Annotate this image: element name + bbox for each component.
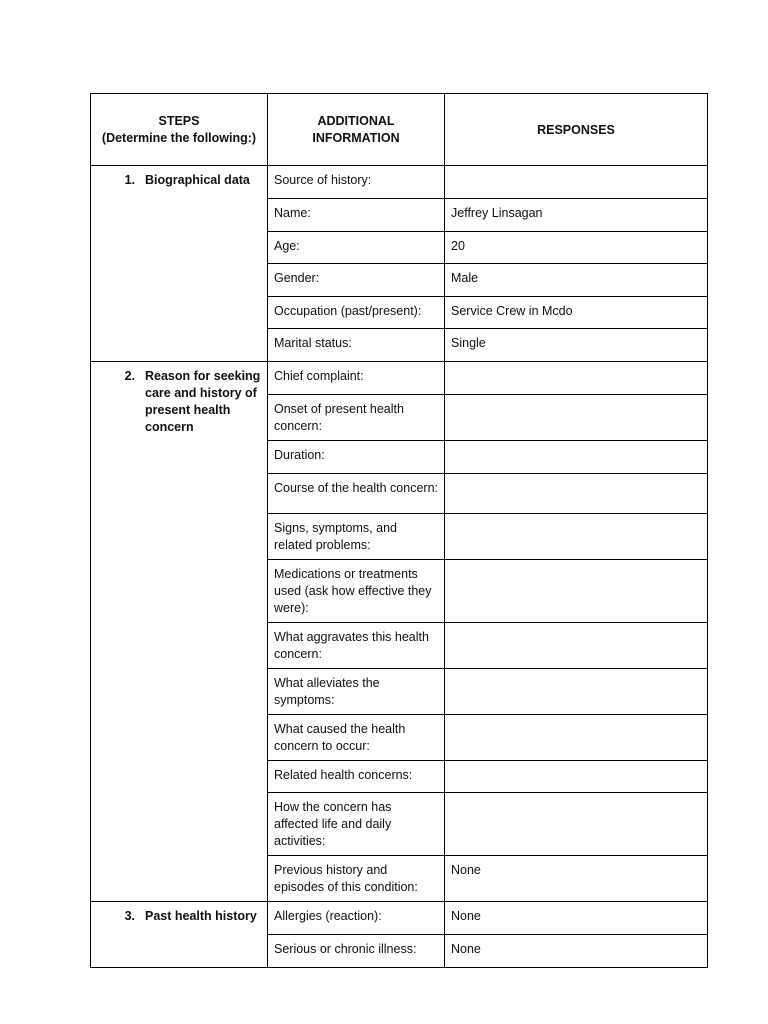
info-cell: Medications or treatments used (ask how effective they were): xyxy=(268,560,445,623)
info-cell: Signs, symptoms, and related problems: xyxy=(268,514,445,560)
response-cell[interactable]: Single xyxy=(445,329,708,362)
step-label: Biographical data xyxy=(145,173,250,187)
step-label: Past health history xyxy=(145,909,257,923)
response-cell[interactable]: Service Crew in Mcdo xyxy=(445,297,708,329)
step-past-health-history xyxy=(91,902,268,968)
health-history-form-table xyxy=(90,93,708,968)
step-number: 2. xyxy=(124,369,135,383)
response-cell[interactable]: Male xyxy=(445,264,708,297)
step-number: 1. xyxy=(124,173,135,187)
header-row xyxy=(91,94,708,166)
info-cell: Age: xyxy=(268,232,445,264)
info-cell: Onset of present health concern: xyxy=(268,395,445,441)
response-cell[interactable] xyxy=(445,166,708,199)
table-row xyxy=(91,166,708,199)
response-cell[interactable]: None xyxy=(445,856,708,902)
info-cell: Related health concerns: xyxy=(268,761,445,793)
info-cell: What alleviates the symptoms: xyxy=(268,669,445,715)
response-cell[interactable] xyxy=(445,623,708,669)
responses-header: RESPONSES xyxy=(445,94,708,166)
info-cell: What aggravates this health concern: xyxy=(268,623,445,669)
info-cell: Chief complaint: xyxy=(268,362,445,395)
step-biographical-data xyxy=(91,166,268,362)
info-cell: How the concern has affected life and daily activities: xyxy=(268,793,445,856)
response-cell[interactable]: None xyxy=(445,935,708,968)
step-reason-for-seeking-care xyxy=(91,362,268,902)
response-cell[interactable] xyxy=(445,514,708,560)
info-cell: Occupation (past/present): xyxy=(268,297,445,329)
response-cell[interactable] xyxy=(445,761,708,793)
response-cell[interactable] xyxy=(445,441,708,474)
info-cell: Gender: xyxy=(268,264,445,297)
response-cell[interactable]: None xyxy=(445,902,708,935)
info-cell: Source of history: xyxy=(268,166,445,199)
step-label: Reason for seeking care and history of present health concern xyxy=(145,369,261,434)
response-cell[interactable] xyxy=(445,395,708,441)
info-cell: Allergies (reaction): xyxy=(268,902,445,935)
response-cell[interactable]: Jeffrey Linsagan xyxy=(445,199,708,232)
steps-header xyxy=(91,94,268,166)
response-cell[interactable] xyxy=(445,793,708,856)
response-cell[interactable]: 20 xyxy=(445,232,708,264)
info-cell: Duration: xyxy=(268,441,445,474)
info-cell: Course of the health concern: xyxy=(268,474,445,514)
info-cell: Marital status: xyxy=(268,329,445,362)
additional-info-header: ADDITIONAL INFORMATION xyxy=(268,94,445,166)
table-row xyxy=(91,902,708,935)
response-cell[interactable] xyxy=(445,560,708,623)
info-cell: Serious or chronic illness: xyxy=(268,935,445,968)
response-cell[interactable] xyxy=(445,715,708,761)
info-cell: Previous history and episodes of this condition: xyxy=(268,856,445,902)
steps-header-title: STEPS xyxy=(158,114,200,128)
info-cell: Name: xyxy=(268,199,445,232)
response-cell[interactable] xyxy=(445,474,708,514)
info-cell: What caused the health concern to occur: xyxy=(268,715,445,761)
steps-header-subtitle: (Determine the following:) xyxy=(101,131,257,145)
table-row xyxy=(91,362,708,395)
step-number: 3. xyxy=(124,909,135,923)
response-cell[interactable] xyxy=(445,362,708,395)
response-cell[interactable] xyxy=(445,669,708,715)
